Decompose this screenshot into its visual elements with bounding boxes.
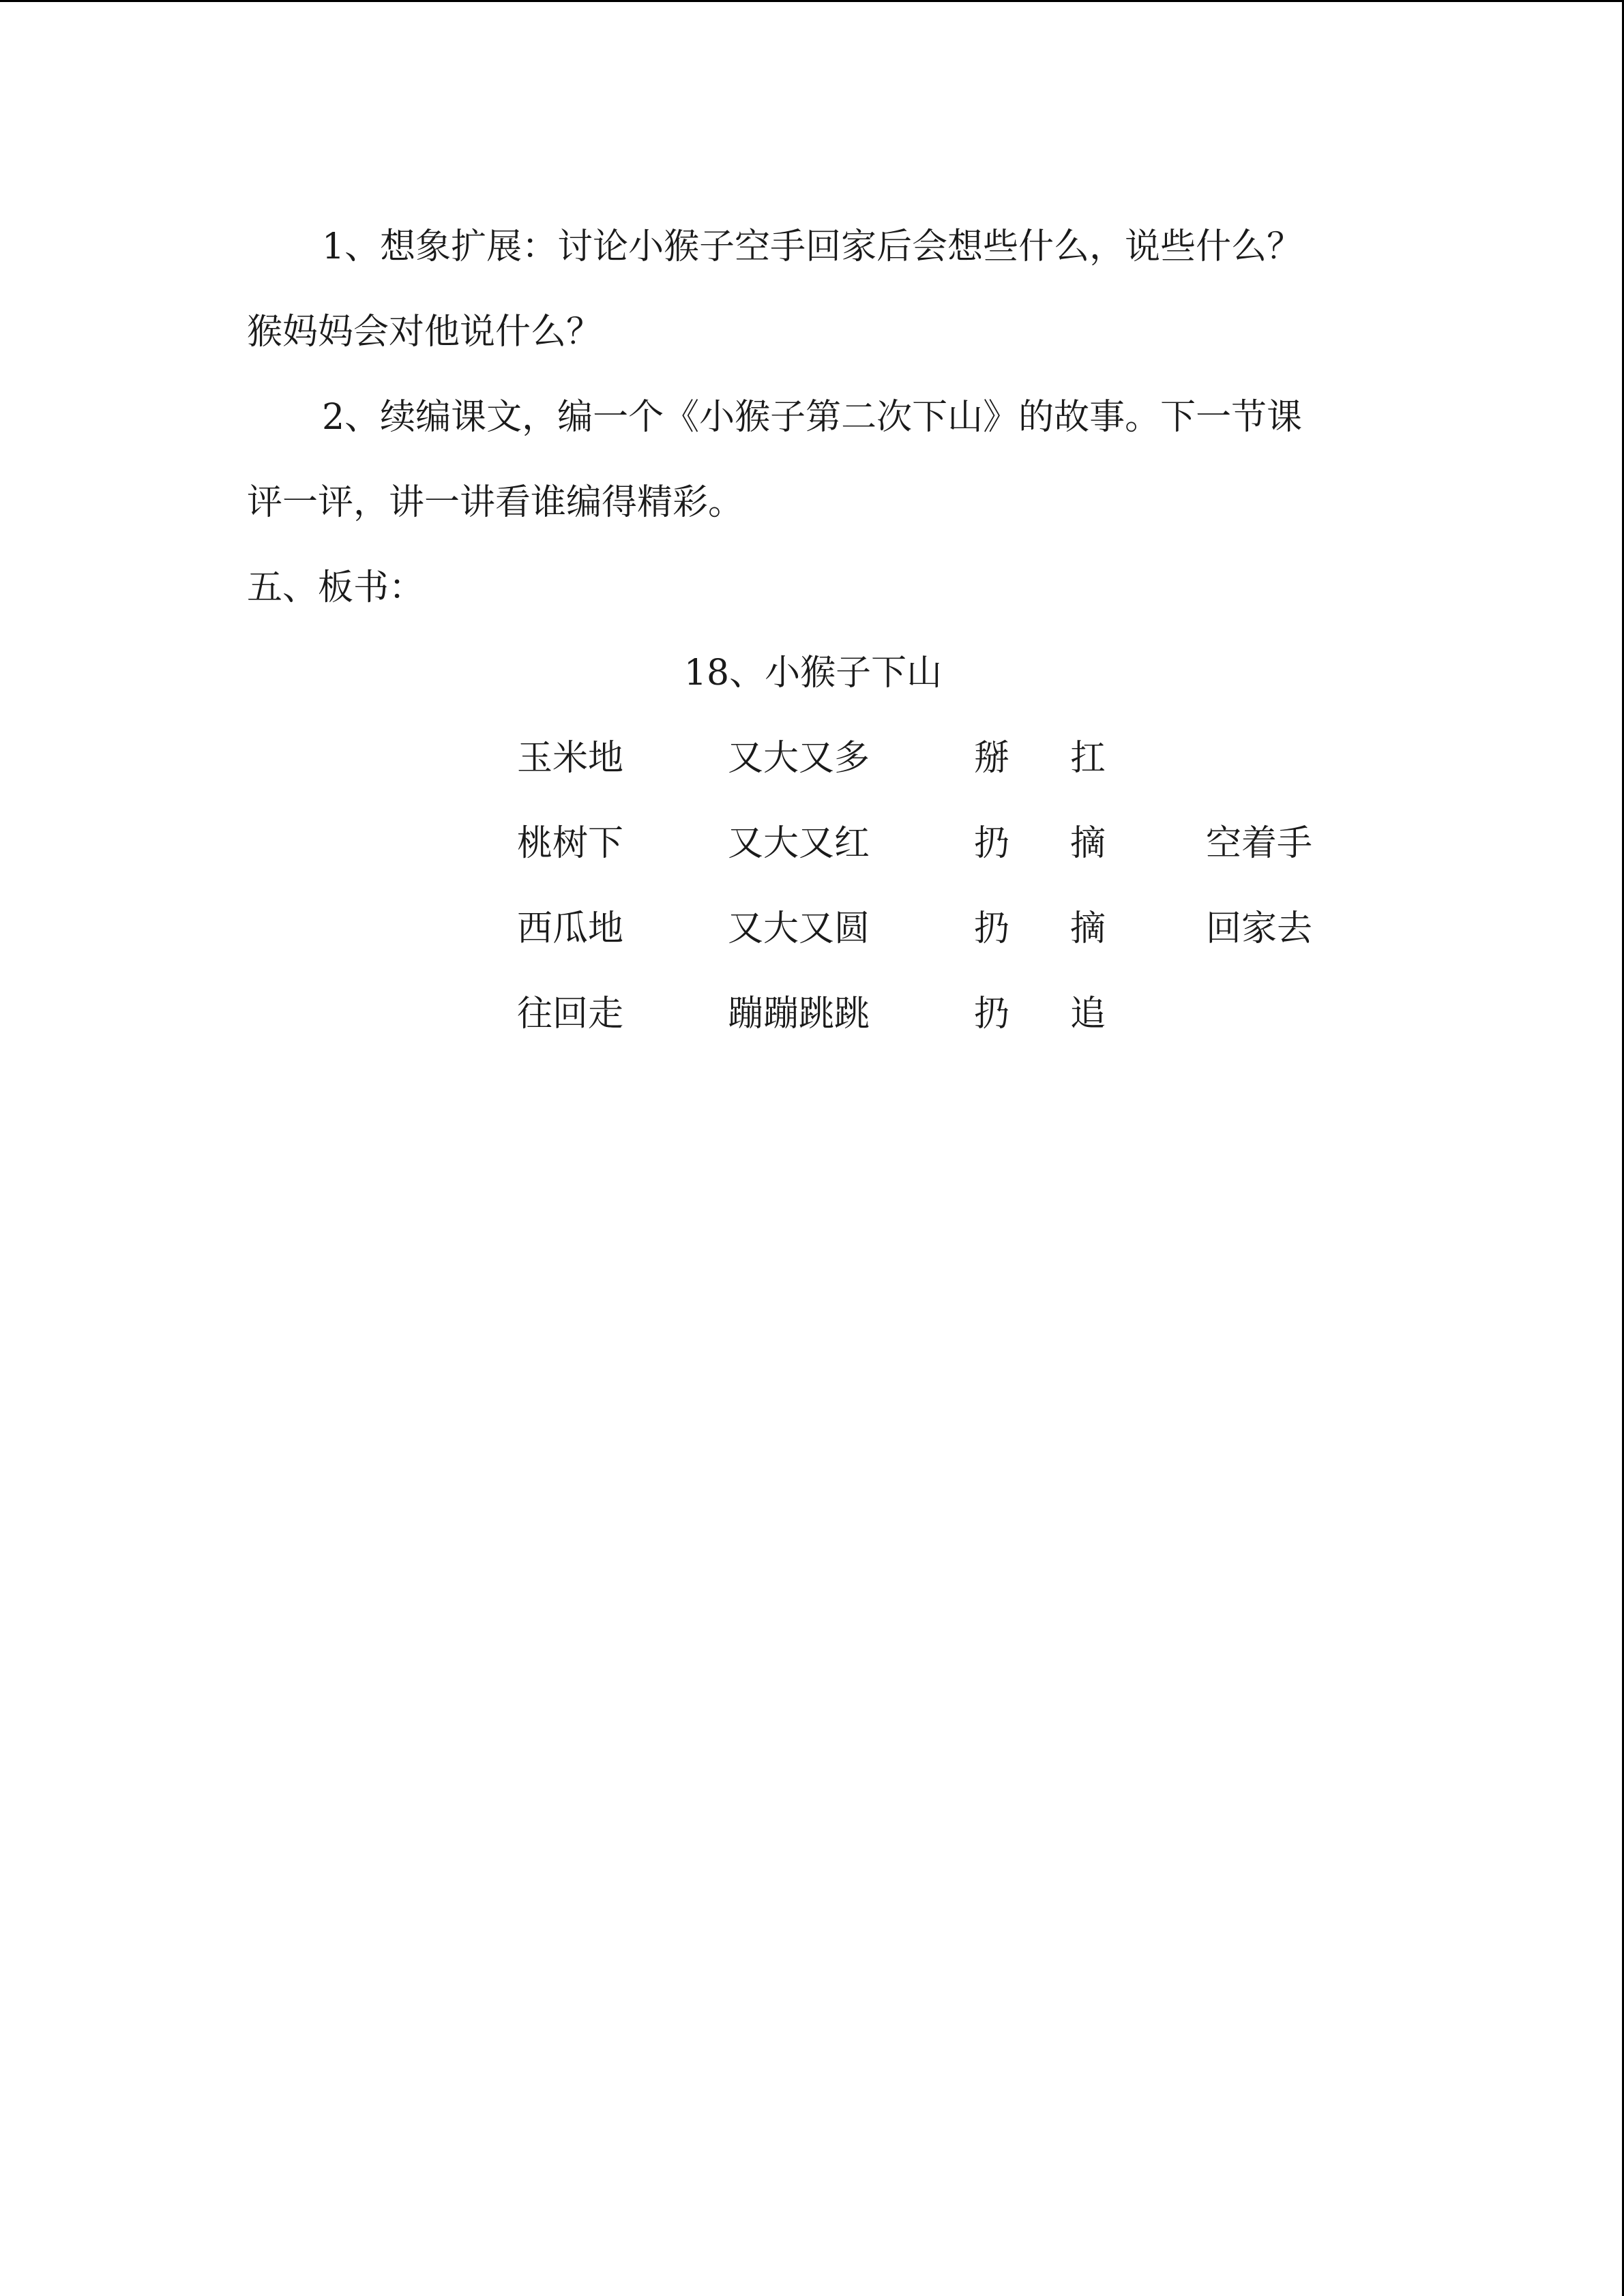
board-desc: 蹦蹦跳跳 bbox=[728, 994, 870, 1034]
board-table bbox=[247, 716, 1379, 1057]
board-verb-1: 扔 bbox=[974, 908, 1010, 949]
board-verb-2: 摘 bbox=[1070, 823, 1106, 864]
board-verb-1: 掰 bbox=[974, 738, 1010, 779]
board-row bbox=[247, 716, 1379, 801]
paragraph-2-line-2: 评一评，讲一讲看谁编得精彩。 bbox=[247, 482, 744, 523]
board-place: 桃树下 bbox=[517, 823, 624, 864]
board-place: 往回走 bbox=[517, 994, 624, 1034]
board-note: 回家去 bbox=[1206, 908, 1313, 949]
board-place: 玉米地 bbox=[517, 738, 624, 779]
board-verb-2: 摘 bbox=[1070, 908, 1106, 949]
board-desc: 又大又圆 bbox=[728, 908, 870, 949]
board-verb-1: 扔 bbox=[974, 823, 1010, 864]
board-row bbox=[247, 886, 1379, 972]
board-place: 西瓜地 bbox=[517, 908, 624, 949]
board-verb-2: 追 bbox=[1070, 994, 1106, 1034]
board-desc: 又大又红 bbox=[728, 823, 870, 864]
paragraph-2-line-1: 2、续编课文，编一个《小猴子第二次下山》的故事。下一节课 bbox=[322, 397, 1303, 438]
board-verb-2: 扛 bbox=[1070, 738, 1106, 779]
document-body bbox=[247, 205, 1379, 1057]
board-desc: 又大又多 bbox=[728, 738, 870, 779]
board-row bbox=[247, 801, 1379, 886]
board-verb-1: 扔 bbox=[974, 994, 1010, 1034]
board-row bbox=[247, 972, 1379, 1057]
paragraph-1-line-1: 1、想象扩展：讨论小猴子空手回家后会想些什么，说些什么？ bbox=[322, 226, 1303, 267]
board-note: 空着手 bbox=[1206, 823, 1313, 864]
paragraph-1-line-2: 猴妈妈会对他说什么？ bbox=[247, 312, 602, 353]
page-border-top bbox=[0, 0, 1624, 2]
section-heading-board: 五、板书： bbox=[247, 567, 425, 608]
board-title: 18、小猴子下山 bbox=[683, 653, 943, 694]
